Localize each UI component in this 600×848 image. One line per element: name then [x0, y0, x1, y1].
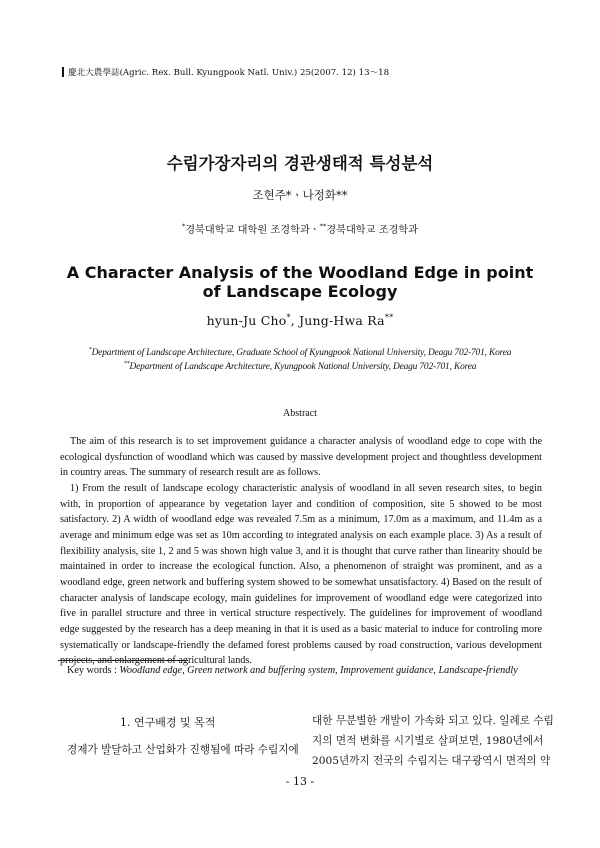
journal-citation: 慶北大農學誌(Agric. Rex. Bull. Kyungpook Natl. Univ.) 25(2007. 12) 13～18 — [68, 68, 390, 78]
right-column-text — [312, 711, 554, 771]
english-title — [0, 263, 600, 301]
english-affiliation-1: *Department of Landscape Architecture, Graduate School of Kyungpook National University, Deagu 702-701, Korea — [88, 346, 512, 358]
keywords-text: Woodland edge, Green network and buffering system, Improvement guidance, Landscape-friendly — [119, 665, 518, 676]
english-affiliation-2: **Department of Landscape Architecture, Kyungpook National University, Deagu 702-701, Korea — [123, 360, 477, 372]
page-number: - 13 - — [285, 775, 315, 788]
right-column-line-3: 2005년까지 전국의 수림지는 대구광역시 면적의 약 — [312, 755, 551, 767]
keywords-divider — [58, 660, 188, 661]
english-title-line1: A Character Analysis of the Woodland Edge in point — [66, 263, 534, 282]
journal-header — [62, 66, 389, 78]
korean-title: 수림가장자리의 경관생태적 특성분석 — [166, 154, 434, 173]
right-column-line-2: 지의 면적 변화를 시기별로 살펴보면, 1980년에서 — [312, 735, 544, 747]
header-bar — [62, 67, 64, 77]
keywords — [67, 665, 518, 676]
abstract-paragraph-2: 1) From the result of landscape ecology characteristic analysis of woodland in all seven research sites, to begin with, in proportion of appearance by vegetation layer and condition of composition, site 5 showed to be most satisfactory. 2) A width of woodland edge was revealed 7.5m as a minimum, 17.0m as a maximum, and 11.4m as a average and minimum edge was set as 10m according to integrated analysis on each example place. 3) As a result of flexibility analysis, site 1, 2 and 5 was shown high value 3, and it is thought that curve rather than linearity should be maintained in order to increase the ecological function. Also, a phenomenon of straight was prominent, and as a woodland edge, green network and buffering system showed to be somewhat unsatisfactory. 4) Based on the result of character analysis of landscape ecology, main guidelines for improvement of woodland edge were categorized into five in parallel structure and three in vertical structure respectively. The guidelines for improvement of woodland edge suggested by the research has a deep meaning in that it is used as a basic material to induce for controling more systematically or landscape-friendly the defamed forest problems caused by road construction, various development projects, and enlargement of agricultural lands. — [60, 482, 542, 667]
abstract-heading: Abstract — [283, 408, 317, 419]
left-column-text: 경제가 발달하고 산업화가 진행됨에 따라 수림지에 — [67, 744, 299, 756]
korean-affiliation: *경북대학교 대학원 조경학과ㆍ**경북대학교 조경학과 — [181, 222, 419, 236]
english-authors: hyun-Ju Cho*, Jung-Hwa Ra** — [206, 311, 394, 328]
korean-authors: 조현주*ㆍ나정화** — [252, 188, 348, 202]
section-heading: 1. 연구배경 및 목적 — [120, 716, 216, 729]
english-title-line2: of Landscape Ecology — [202, 282, 398, 301]
right-column-line-1: 대한 무분별한 개발이 가속화 되고 있다. 일례로 수림 — [312, 715, 554, 727]
keywords-label: Key words : — [67, 665, 120, 676]
abstract-body — [60, 434, 542, 669]
abstract-paragraph-1: The aim of this research is to set improvement guidance a character analysis of woodland edge to cope with the ecological dysfunction of woodland which was caused by massive development project and thoughtless development in country areas. The summary of research result are as follows. — [60, 436, 542, 479]
